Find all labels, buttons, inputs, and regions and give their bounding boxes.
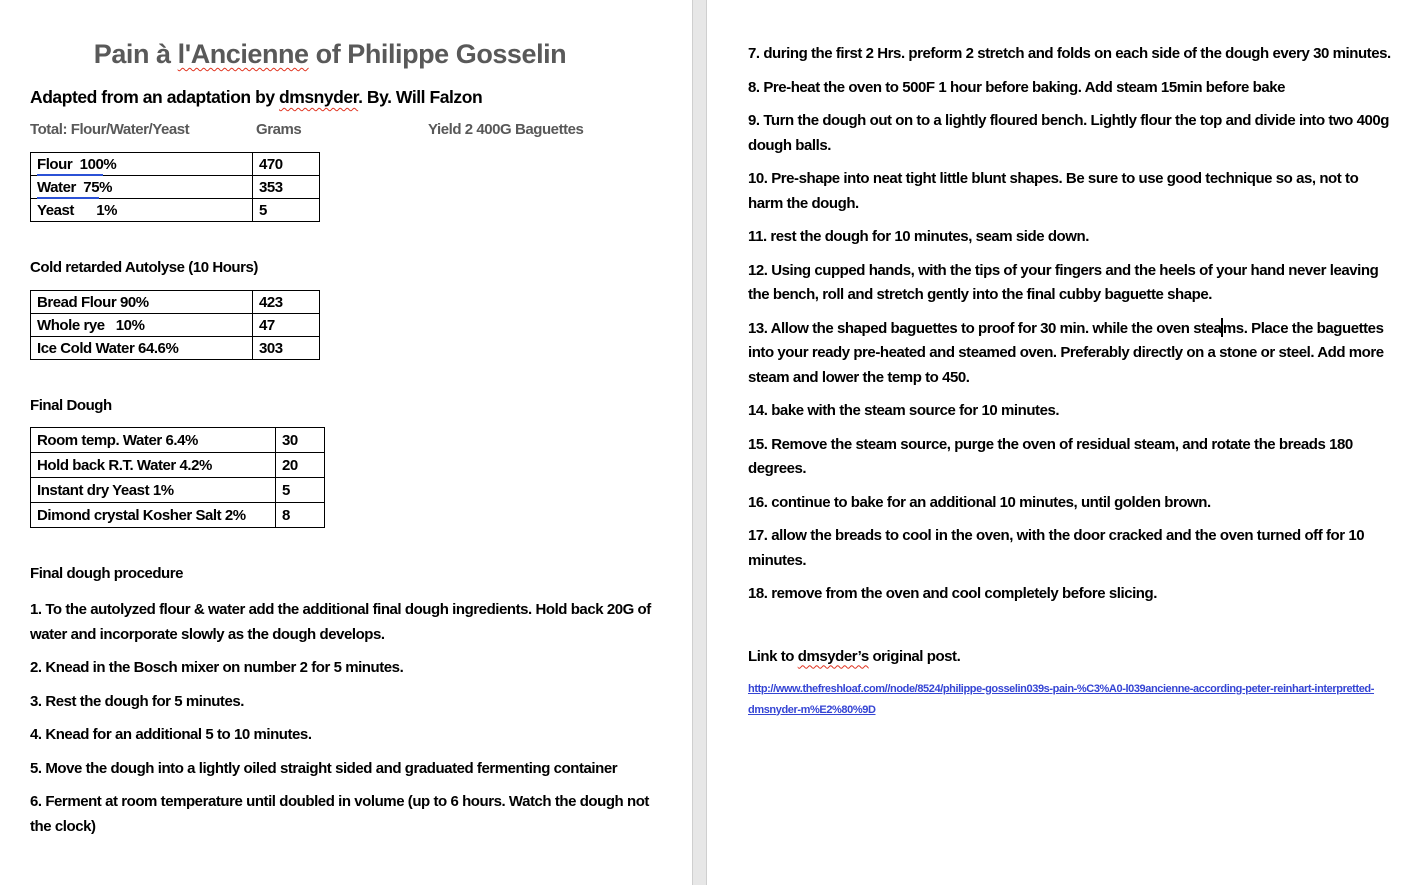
procedure-heading: Final dough procedure xyxy=(30,565,184,582)
procedure-steps-continued xyxy=(748,42,1396,607)
procedure-step: 4. Knead for an additional 5 to 10 minutes. xyxy=(30,726,312,743)
procedure-step: 10. Pre-shape into neat tight little blunt shapes. Be sure to use good technique so as, not to harm the dough. xyxy=(748,170,1359,212)
link-heading-text: Link to xyxy=(748,647,798,665)
table-row xyxy=(31,291,320,314)
subtitle-misspelled-word: dmsnyder xyxy=(279,87,359,107)
grams-value-cell: 423 xyxy=(253,291,320,314)
grams-value-cell: 5 xyxy=(276,478,325,503)
link-heading-text: original post. xyxy=(868,647,961,665)
ingredient-cell: Ice Cold Water 64.6% xyxy=(31,337,253,360)
link-heading-misspelled-word: dmsyder’s xyxy=(797,647,869,665)
procedure-step: 1. To the autolyzed flour & water add the additional final dough ingredients. Hold back 20G of water and incorporate slowly as the dough develops. xyxy=(30,601,651,643)
grams-value-cell: 20 xyxy=(276,453,325,478)
autolyse-table xyxy=(30,290,320,360)
procedure-step: 14. bake with the steam source for 10 minutes. xyxy=(748,402,1060,419)
table-row xyxy=(31,199,320,222)
grams-value-cell: 303 xyxy=(253,337,320,360)
title-text: Pain à xyxy=(93,39,178,69)
ingredient-cell: Room temp. Water 6.4% xyxy=(31,428,276,453)
procedure-step: 9. Turn the dough out on to a lightly floured bench. Lightly flour the top and divide into two 400g dough balls. xyxy=(748,112,1389,154)
grammar-underlined-text: Flour 100 xyxy=(37,156,103,176)
grams-value-cell: 353 xyxy=(253,176,320,199)
procedure-step: 3. Rest the dough for 5 minutes. xyxy=(30,692,244,710)
page-divider xyxy=(692,0,707,885)
ingredient-cell: Dimond crystal Kosher Salt 2% xyxy=(31,503,276,528)
grams-label: Grams xyxy=(256,121,302,138)
table-row xyxy=(31,337,320,360)
procedure-step: 16. continue to bake for an additional 10 minutes, until golden brown. xyxy=(748,493,1211,511)
totals-table xyxy=(30,152,320,222)
table-row xyxy=(31,428,325,453)
ingredient-cell: Bread Flour 90% xyxy=(31,291,253,314)
grams-value-cell: 47 xyxy=(253,314,320,337)
procedure-step: 7. during the first 2 Hrs. preform 2 stretch and folds on each side of the dough every 30 minutes. xyxy=(748,45,1391,62)
ingredient-cell: Yeast 1% xyxy=(31,199,253,222)
table-row xyxy=(31,453,325,478)
subtitle-text: . By. Will Falzon xyxy=(358,87,483,107)
page-left xyxy=(0,0,692,885)
procedure-steps xyxy=(30,598,662,839)
totals-heading xyxy=(30,121,662,139)
ingredient-cell: Whole rye 10% xyxy=(31,314,253,337)
link-section-heading xyxy=(748,648,1396,666)
procedure-step: 17. allow the breads to cool in the oven, with the door cracked and the oven turned off for 10 minutes. xyxy=(748,527,1365,569)
grams-value-cell: 5 xyxy=(253,199,320,222)
subtitle xyxy=(30,86,662,108)
original-post-link[interactable]: http://www.thefreshloaf.com//node/8524/philippe-gosselin039s-pain-%C3%A0-l039ancienne-according-peter-reinhart-interpretted-dmsnyder-m%E2%80%9D xyxy=(748,682,1375,716)
page-title xyxy=(30,38,630,70)
procedure-step: 18. remove from the oven and cool completely before slicing. xyxy=(748,585,1157,602)
title-misspelled-word: l'Ancienne xyxy=(177,39,309,69)
grams-value-cell: 8 xyxy=(276,503,325,528)
title-text: of Philippe Gosselin xyxy=(308,39,567,69)
final-dough-heading: Final Dough xyxy=(30,397,112,414)
subtitle-text: Adapted from an adaptation by xyxy=(30,87,280,107)
grams-value-cell: 30 xyxy=(276,428,325,453)
procedure-step: 5. Move the dough into a lightly oiled straight sided and graduated fermenting container xyxy=(30,759,618,777)
grams-value-cell: 470 xyxy=(253,153,320,176)
ingredient-cell: Water 75% xyxy=(31,176,253,199)
table-row xyxy=(31,503,325,528)
page-right xyxy=(707,0,1408,885)
procedure-step: 6. Ferment at room temperature until doubled in volume (up to 6 hours. Watch the dough not the clock) xyxy=(30,793,649,835)
procedure-step: 15. Remove the steam source, purge the oven of residual steam, and rotate the breads 180 degrees. xyxy=(748,435,1353,477)
grammar-underlined-text: Water 75 xyxy=(37,179,99,199)
yield-label: Yield 2 400G Baguettes xyxy=(428,121,584,138)
ingredient-cell: Hold back R.T. Water 4.2% xyxy=(31,453,276,478)
ingredient-cell: Instant dry Yeast 1% xyxy=(31,478,276,503)
procedure-step: 11. rest the dough for 10 minutes, seam side down. xyxy=(748,228,1089,245)
table-row xyxy=(31,153,320,176)
procedure-step: 13. Allow the shaped baguettes to proof for 30 min. while the oven stea ms. Place the baguettes into your ready pre-heated and steamed oven. Preferably directly on a stone or steel. Add more steam and lower the temp to 450. xyxy=(748,319,1384,386)
autolyse-heading: Cold retarded Autolyse (10 Hours) xyxy=(30,259,258,276)
table-row xyxy=(31,314,320,337)
ingredient-cell: Flour 100% xyxy=(31,153,253,176)
procedure-step: 12. Using cupped hands, with the tips of your fingers and the heels of your hand never leaving the bench, roll and stretch gently into the final cubby baguette shape. xyxy=(748,261,1379,303)
text-cursor xyxy=(1221,318,1223,337)
table-row xyxy=(31,478,325,503)
procedure-step: 8. Pre-heat the oven to 500F 1 hour before baking. Add steam 15min before bake xyxy=(748,78,1285,96)
procedure-step: 2. Knead in the Bosch mixer on number 2 for 5 minutes. xyxy=(30,659,404,676)
final-dough-table xyxy=(30,427,325,528)
table-row xyxy=(31,176,320,199)
totals-heading-label: Total: Flour/Water/Yeast xyxy=(30,121,190,138)
